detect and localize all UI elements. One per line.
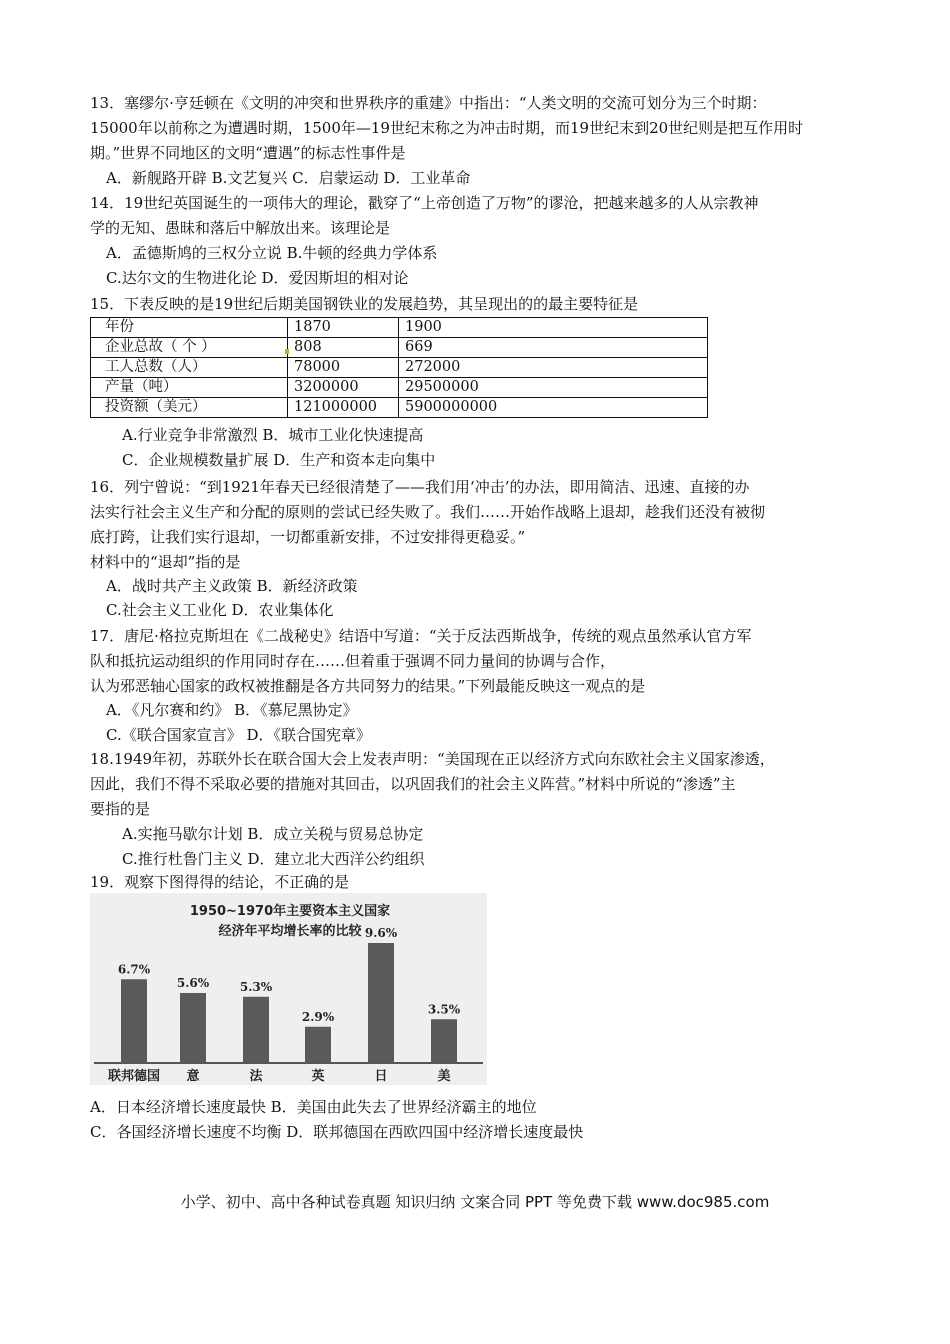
table-row-header: 工人总数（人） [91, 358, 288, 378]
q16-options-ab: A．战时共产主义政策 B．新经济政策 [106, 577, 358, 595]
q16-stem-line4: 材料中的“退却”指的是 [90, 553, 241, 571]
q16-stem-line1: 16．列宁曾说：“到1921年春天已经很清楚了——我们用‘冲击’的办法，即用简洁、迅速、直接的办 [90, 478, 750, 496]
q16-options-cd: C.社会主义工业化 D．农业集体化 [106, 601, 334, 619]
table-cell: 3200000 [288, 378, 399, 398]
steel-industry-table [90, 317, 708, 418]
table-row-header: 产量（吨） [91, 378, 288, 398]
table-row [91, 398, 708, 418]
chart-data-label: 9.6% [364, 926, 398, 940]
chart-data-label: 6.7% [117, 962, 151, 977]
chart-category-label: 意 [186, 1069, 200, 1084]
q14-stem-line2: 学的无知、愚昧和落后中解放出来。该理论是 [90, 219, 391, 237]
q17-stem-line2: 队和抵抗运动组织的作用同时存在……但着重于强调不同力量间的协调与合作， [90, 652, 616, 670]
table-row [91, 318, 708, 338]
q16-stem-line3: 底打跨，让我们实行退却，一切都重新安排，不过安排得更稳妥。” [90, 528, 526, 546]
chart-category-label: 英 [311, 1069, 325, 1084]
q13-stem-line2: 15000年以前称之为遭遇时期，1500年—19世纪末称之为冲击时期，而19世纪末到20世纪则是把互作用时 [90, 119, 804, 137]
q14-stem-line1: 14．19世纪英国诞生的一项伟大的理论，戳穿了“上帝创造了万物”的谬沧，把越来越多的人从宗教神 [90, 194, 759, 212]
q18-stem-line1: 18.1949年初，苏联外长在联合国大会上发表声明：“美国现在正以经济方式向东欧社会主义国家渗透， [90, 750, 775, 768]
q17-options-cd: C.《联合国家宣言》 D．《联合国宪章》 [106, 726, 372, 744]
table-cell: 669 [399, 338, 708, 358]
q14-options-ab: A．孟德斯鸠的三权分立说 B.牛顿的经典力学体系 [106, 244, 438, 262]
chart-data-label: 2.9% [301, 1009, 335, 1024]
growth-rate-bar-chart [90, 893, 487, 1085]
q16-stem-line2: 法实行社会主义生产和分配的原则的尝试已经失败了。我们……开始作战略上退却，趁我们还没有被彻 [90, 503, 766, 521]
table-cell: 808 [288, 338, 399, 358]
q19-options-ab: A．日本经济增长速度最快 B．美国由此失去了世界经济霸主的地位 [90, 1098, 537, 1116]
chart-data-label: 5.3% [239, 979, 273, 994]
table-cell: 5900000000 [399, 398, 708, 418]
q19-stem: 19．观察下图得得的结论，不正确的是 [90, 873, 350, 891]
chart-background [90, 893, 487, 1085]
q17-stem-line3: 认为邪恶轴心国家的政权被推翻是各方共同努力的结果。”下列最能反映这一观点的是 [90, 677, 646, 695]
table-cell: 1900 [399, 318, 708, 338]
q13-options: A．新舰路开辟 B.文艺复兴 C．启蒙运动 D．工业革命 [106, 169, 471, 187]
chart-bar [368, 943, 394, 1063]
chart-category-label: 联邦德国 [107, 1069, 161, 1084]
q18-stem-line3: 要指的是 [90, 800, 151, 818]
table-cell: 272000 [399, 358, 708, 378]
table-cell: 78000 [288, 358, 399, 378]
table-cell: 121000000 [288, 398, 399, 418]
chart-bar [431, 1019, 457, 1063]
chart-bar [243, 997, 269, 1063]
chart-bar [121, 979, 147, 1063]
chart-data-label: 5.6% [176, 976, 210, 990]
q14-options-cd: C.达尔文的生物进化论 D．爱因斯坦的相对论 [106, 269, 409, 287]
table-row [91, 378, 708, 398]
table-mark [285, 349, 289, 354]
table-cell: 1870 [288, 318, 399, 338]
chart-category-label: 美 [437, 1069, 451, 1084]
q15-options-ab: A.行业竞争非常激烈 B．城市工业化快速提高 [122, 426, 424, 444]
q13-stem-line3: 期。”世界不同地区的文明“遭遇”的标志性事件是 [90, 144, 406, 162]
q18-stem-line2: 因此，我们不得不采取必要的措施对其回击，以巩固我们的社会主义阵营。”材料中所说的“渗透”主 [90, 775, 736, 793]
q13-stem-line1: 13．塞缪尔·亨廷顿在《文明的冲突和世界秩序的重建》中指出：“人类文明的交流可划分为三个时期： [90, 94, 767, 112]
chart-category-label: 法 [249, 1069, 263, 1084]
q17-options-ab: A．《凡尔赛和约》 B．《慕尼黑协定》 [106, 701, 358, 719]
table-cell: 29500000 [399, 378, 708, 398]
q18-options-cd: C.推行杜鲁门主义 D．建立北大西洋公约组织 [122, 850, 425, 868]
table-row-header: 年份 [91, 318, 288, 338]
table-row [91, 338, 708, 358]
chart-category-label: 日 [374, 1069, 388, 1084]
q18-options-ab: A.实拖马歇尔计划 B．成立关税与贸易总协定 [122, 825, 424, 843]
q15-stem: 15．下表反映的是19世纪后期美国钢铁业的发展趋势，其呈现出的的最主要特征是 [90, 295, 639, 313]
chart-data-label: 3.5% [427, 1002, 461, 1017]
chart-bar [180, 993, 206, 1063]
table-row-header: 企业总故（ 个 ） [91, 338, 288, 358]
table-row-header: 投资额（美元） [91, 398, 288, 418]
q19-options-cd: C．各国经济增长速度不均衡 D．联邦德国在西欧四国中经济增长速度最快 [90, 1123, 584, 1141]
q17-stem-line1: 17．唐尼·格拉克斯坦在《二战秘史》结语中写道：“关于反法西斯战争，传统的观点虽然承认官方军 [90, 627, 752, 645]
chart-bar [305, 1027, 331, 1063]
table-row [91, 358, 708, 378]
chart-subtitle: 经济年平均增长率的比较 [218, 924, 362, 939]
page-footer: 小学、初中、高中各种试卷真题 知识归纳 文案合同 PPT 等免费下载 www.doc985.com [180, 1193, 770, 1211]
q15-options-cd: C．企业规模数量扩展 D．生产和资本走向集中 [122, 451, 436, 469]
chart-title: 1950~1970年主要资本主义国家 [189, 904, 391, 919]
